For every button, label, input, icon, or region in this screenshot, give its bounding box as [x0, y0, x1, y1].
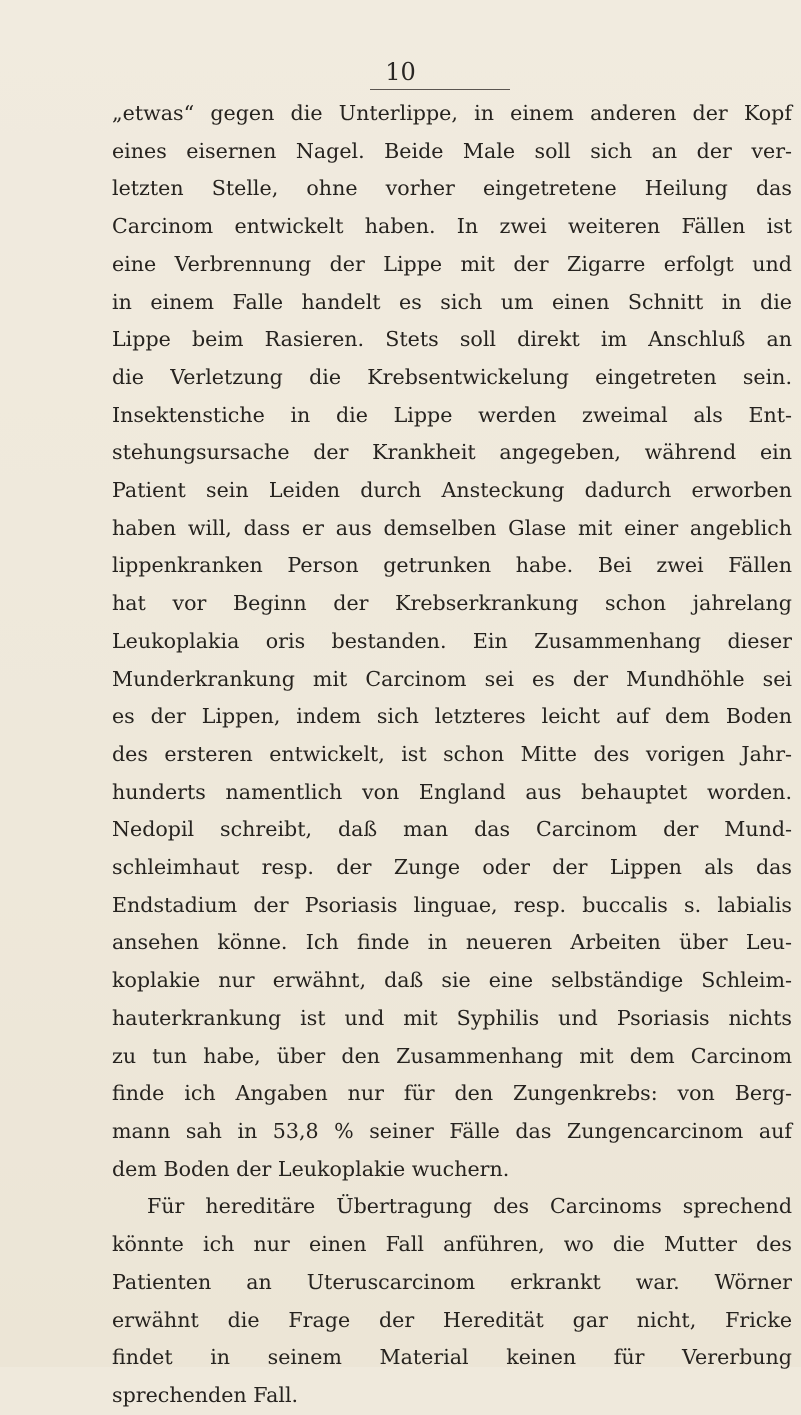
text-line: hauterkrankung ist und mit Syphilis und Psoriasis nichts	[112, 1005, 792, 1030]
text-line: Für hereditäre Übertragung des Carcinoms sprechend	[147, 1194, 792, 1219]
text-line: es der Lippen, indem sich letzteres leicht auf dem Boden	[112, 704, 792, 729]
text-line: dem Boden der Leukoplakie wuchern.	[112, 1156, 510, 1181]
text-line: findet in seinem Material keinen für Vererbung	[112, 1345, 792, 1370]
paragraph-2	[112, 1188, 792, 1414]
body-text	[112, 95, 792, 1415]
text-line: in einem Falle handelt es sich um einen Schnitt in die	[112, 289, 792, 314]
text-line: erwähnt die Frage der Heredität gar nicht, Fricke	[112, 1307, 792, 1332]
text-line: sprechenden Fall.	[112, 1382, 299, 1407]
text-line: zu tun habe, über den Zusammenhang mit dem Carcinom	[112, 1043, 792, 1068]
text-line: des ersteren entwickelt, ist schon Mitte des vorigen Jahr-	[112, 741, 792, 766]
text-line: Munderkrankung mit Carcinom sei es der Mundhöhle sei	[112, 666, 792, 691]
text-line: koplakie nur erwähnt, daß sie eine selbständige Schleim-	[112, 968, 792, 993]
header-rule	[370, 89, 510, 90]
text-line: die Verletzung die Krebsentwickelung eingetreten sein.	[112, 364, 792, 389]
text-line: Carcinom entwickelt haben. In zwei weiteren Fällen ist	[112, 214, 792, 239]
text-line: Leukoplakia oris bestanden. Ein Zusammenhang dieser	[112, 628, 792, 653]
text-line: Nedopil schreibt, daß man das Carcinom der Mund-	[112, 817, 792, 842]
page-number: 10	[385, 58, 416, 86]
text-line: letzten Stelle, ohne vorher eingetretene Heilung das	[112, 176, 792, 201]
text-line: Lippe beim Rasieren. Stets soll direkt im Anschluß an	[112, 327, 792, 352]
text-line: Patient sein Leiden durch Ansteckung dadurch erworben	[112, 478, 792, 503]
text-line: lippenkranken Person getrunken habe. Bei zwei Fällen	[112, 553, 792, 578]
text-line: hat vor Beginn der Krebserkrankung schon jahrelang	[112, 591, 792, 616]
text-line: stehungsursache der Krankheit angegeben, während ein	[112, 440, 792, 465]
text-line: Patienten an Uteruscarcinom erkrankt war. Wörner	[112, 1269, 792, 1294]
text-line: Endstadium der Psoriasis linguae, resp. buccalis s. labialis	[112, 892, 792, 917]
text-line: finde ich Angaben nur für den Zungenkrebs: von Berg-	[112, 1081, 792, 1106]
text-line: mann sah in 53,8 % seiner Fälle das Zungencarcinom auf	[112, 1118, 792, 1143]
text-line: schleimhaut resp. der Zunge oder der Lippen als das	[112, 855, 792, 880]
text-line: Insektenstiche in die Lippe werden zweimal als Ent-	[112, 402, 792, 427]
text-line: „etwas“ gegen die Unterlippe, in einem anderen der Kopf	[112, 101, 792, 125]
text-line: eine Verbrennung der Lippe mit der Zigarre erfolgt und	[112, 251, 792, 276]
text-line: könnte ich nur einen Fall anführen, wo die Mutter des	[112, 1232, 792, 1257]
text-line: eines eisernen Nagel. Beide Male soll sich an der ver-	[112, 138, 792, 163]
paragraph-1	[112, 95, 792, 1188]
text-line: haben will, dass er aus demselben Glase mit einer angeblich	[112, 515, 792, 540]
text-line: hunderts namentlich von England aus behauptet worden.	[112, 779, 792, 804]
text-line: ansehen könne. Ich finde in neueren Arbeiten über Leu-	[112, 930, 792, 955]
